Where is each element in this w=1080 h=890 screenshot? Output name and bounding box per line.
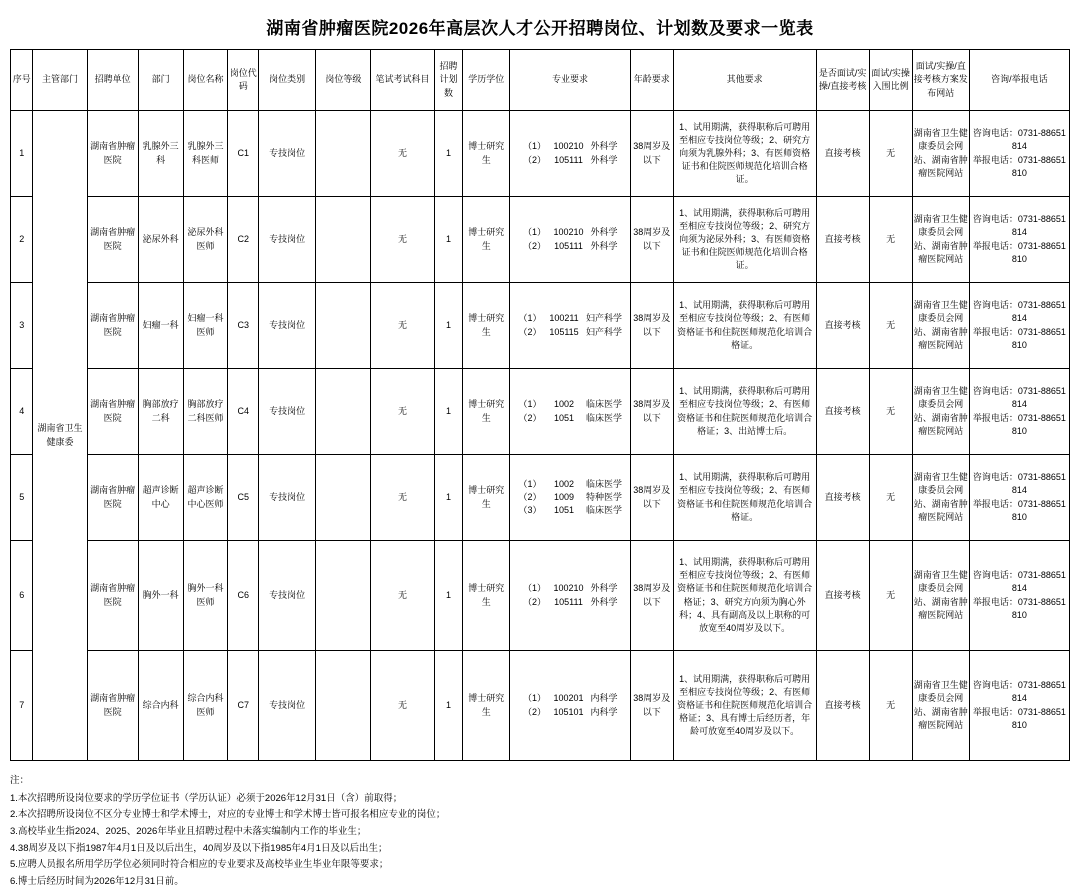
- cell-announcement-website: 湖南省卫生健康委员会网站、湖南省肿瘤医院网站: [912, 283, 969, 369]
- note-item: 5.应聘人员报名所用学历学位必须同时符合相应的专业要求及高校毕业生毕业年限等要求；: [10, 859, 389, 871]
- page-title: 湖南省肿瘤医院2026年高层次人才公开招聘岗位、计划数及要求一览表: [266, 19, 814, 38]
- cell-exam-subject: 无: [371, 541, 434, 651]
- table-row: [11, 455, 1070, 541]
- cell-other-requirements: 1、试用期满，获得职称后可聘用至相应专技岗位等级；2、研究方向须为乳腺外科；3、有医师资格证书和住院医师规范化培训合格证。: [673, 111, 816, 197]
- cell-contact-phone: 咨询电话：0731-88651814 举报电话：0731-88651810: [969, 369, 1069, 455]
- cell-job-level: [316, 111, 371, 197]
- cell-age: 38周岁及以下: [630, 197, 673, 283]
- cell-contact-phone: 咨询电话：0731-88651814 举报电话：0731-88651810: [969, 651, 1069, 761]
- cell-job-level: [316, 283, 371, 369]
- cell-assess-method: 直接考核: [816, 197, 869, 283]
- cell-announcement-website: 湖南省卫生健康委员会网站、湖南省肿瘤医院网站: [912, 455, 969, 541]
- cell-assess-method: 直接考核: [816, 651, 869, 761]
- col-header-age: 年龄要求: [630, 50, 673, 111]
- cell-other-requirements: 1、试用期满，获得职称后可聘用至相应专技岗位等级；2、有医师资格证书和住院医师规范化培训合格证。: [673, 283, 816, 369]
- cell-education: 博士研究生: [463, 197, 510, 283]
- cell-announcement-website: 湖南省卫生健康委员会网站、湖南省肿瘤医院网站: [912, 111, 969, 197]
- cell-exam-subject: 无: [371, 651, 434, 761]
- cell-job-type: 专技岗位: [259, 197, 316, 283]
- cell-contact-phone: 咨询电话：0731-88651814 举报电话：0731-88651810: [969, 197, 1069, 283]
- cell-no: 1: [11, 111, 33, 197]
- note-item: 3.高校毕业生指2024、2025、2026年毕业且招聘过程中未落实编制内工作的毕业生；: [10, 825, 367, 837]
- cell-job-type: 专技岗位: [259, 455, 316, 541]
- cell-education: 博士研究生: [463, 111, 510, 197]
- cell-job-type: 专技岗位: [259, 111, 316, 197]
- col-header-unit: 招聘单位: [87, 50, 138, 111]
- cell-contact-phone: 咨询电话：0731-88651814 举报电话：0731-88651810: [969, 455, 1069, 541]
- cell-age: 38周岁及以下: [630, 111, 673, 197]
- col-header-other: 其他要求: [673, 50, 816, 111]
- cell-majors: （1） 1002 临床医学 （2） 1051 临床医学: [510, 369, 631, 455]
- col-header-website: 面试/实操/直接考核方案发布网站: [912, 50, 969, 111]
- col-header-job-name: 岗位名称: [183, 50, 228, 111]
- cell-age: 38周岁及以下: [630, 651, 673, 761]
- cell-exam-subject: 无: [371, 369, 434, 455]
- cell-job-type: 专技岗位: [259, 283, 316, 369]
- note-item: 6.博士后经历时间为2026年12月31日前。: [10, 875, 184, 887]
- cell-job-level: [316, 651, 371, 761]
- col-header-plan-count: 招聘计划数: [434, 50, 463, 111]
- cell-announcement-website: 湖南省卫生健康委员会网站、湖南省肿瘤医院网站: [912, 541, 969, 651]
- cell-job-code: C1: [228, 111, 259, 197]
- cell-job-type: 专技岗位: [259, 541, 316, 651]
- cell-exam-subject: 无: [371, 455, 434, 541]
- col-header-education: 学历学位: [463, 50, 510, 111]
- cell-job-code: C5: [228, 455, 259, 541]
- cell-unit: 湖南省肿瘤医院: [87, 541, 138, 651]
- table-row: [11, 283, 1070, 369]
- cell-job-code: C3: [228, 283, 259, 369]
- cell-department: 胸部放疗二科: [138, 369, 183, 455]
- table-row: [11, 369, 1070, 455]
- cell-exam-subject: 无: [371, 283, 434, 369]
- notes-block: [10, 773, 1070, 890]
- col-header-no: 序号: [11, 50, 33, 111]
- note-item: 4.38周岁及以下指1987年4月1日及以后出生，40周岁及以下指1985年4月1日及以后出生；: [10, 842, 388, 854]
- cell-contact-phone: 咨询电话：0731-88651814 举报电话：0731-88651810: [969, 111, 1069, 197]
- col-header-ratio: 面试/实操入围比例: [869, 50, 912, 111]
- cell-supervisor-department: 湖南省卫生健康委: [33, 111, 87, 761]
- col-header-supervisor: 主管部门: [33, 50, 87, 111]
- cell-job-code: C6: [228, 541, 259, 651]
- col-header-job-level: 岗位等级: [316, 50, 371, 111]
- cell-education: 博士研究生: [463, 283, 510, 369]
- cell-contact-phone: 咨询电话：0731-88651814 举报电话：0731-88651810: [969, 283, 1069, 369]
- cell-job-name: 胸部放疗二科医师: [183, 369, 228, 455]
- cell-announcement-website: 湖南省卫生健康委员会网站、湖南省肿瘤医院网站: [912, 197, 969, 283]
- cell-plan-count: 1: [434, 651, 463, 761]
- cell-assess-method: 直接考核: [816, 541, 869, 651]
- cell-unit: 湖南省肿瘤医院: [87, 651, 138, 761]
- table-row: [11, 197, 1070, 283]
- table-row: [11, 541, 1070, 651]
- cell-education: 博士研究生: [463, 541, 510, 651]
- cell-job-type: 专技岗位: [259, 369, 316, 455]
- cell-assess-method: 直接考核: [816, 111, 869, 197]
- cell-department: 泌尿外科: [138, 197, 183, 283]
- cell-job-name: 乳腺外三科医师: [183, 111, 228, 197]
- table-row: [11, 651, 1070, 761]
- notes-list: [10, 791, 1070, 890]
- col-header-department: 部门: [138, 50, 183, 111]
- cell-department: 胸外一科: [138, 541, 183, 651]
- cell-job-type: 专技岗位: [259, 651, 316, 761]
- table-header-row: [11, 50, 1070, 111]
- cell-other-requirements: 1、试用期满，获得职称后可聘用至相应专技岗位等级；2、有医师资格证书和住院医师规范化培训合格证。: [673, 455, 816, 541]
- cell-majors: （1） 100210 外科学 （2） 105111 外科学: [510, 197, 631, 283]
- cell-job-code: C7: [228, 651, 259, 761]
- cell-majors: （1） 100210 外科学 （2） 105111 外科学: [510, 111, 631, 197]
- cell-plan-count: 1: [434, 455, 463, 541]
- cell-no: 3: [11, 283, 33, 369]
- cell-other-requirements: 1、试用期满，获得职称后可聘用至相应专技岗位等级；2、有医师资格证书和住院医师规范化培训合格证；3、出站博士后。: [673, 369, 816, 455]
- cell-job-level: [316, 369, 371, 455]
- cell-majors: （1） 100201 内科学 （2） 105101 内科学: [510, 651, 631, 761]
- cell-other-requirements: 1、试用期满，获得职称后可聘用至相应专技岗位等级；2、研究方向须为泌尿外科；3、有医师资格证书和住院医师规范化培训合格证。: [673, 197, 816, 283]
- cell-announcement-website: 湖南省卫生健康委员会网站、湖南省肿瘤医院网站: [912, 369, 969, 455]
- notes-title: 注：: [10, 775, 30, 786]
- cell-other-requirements: 1、试用期满，获得职称后可聘用至相应专技岗位等级；2、有医师资格证书和住院医师规范化培训合格证；3、研究方向须为胸心外科；4、具有副高及以上职称的可放宽至40周岁及以下。: [673, 541, 816, 651]
- cell-other-requirements: 1、试用期满，获得职称后可聘用至相应专技岗位等级；2、有医师资格证书和住院医师规范化培训合格证；3、具有博士后经历者，年龄可放宽至40周岁及以下。: [673, 651, 816, 761]
- cell-no: 4: [11, 369, 33, 455]
- cell-plan-count: 1: [434, 541, 463, 651]
- cell-contact-phone: 咨询电话：0731-88651814 举报电话：0731-88651810: [969, 541, 1069, 651]
- cell-department: 综合内科: [138, 651, 183, 761]
- cell-interview-ratio: 无: [869, 111, 912, 197]
- cell-exam-subject: 无: [371, 111, 434, 197]
- cell-job-name: 胸外一科医师: [183, 541, 228, 651]
- cell-majors: （1） 100210 外科学 （2） 105111 外科学: [510, 541, 631, 651]
- cell-job-code: C4: [228, 369, 259, 455]
- cell-interview-ratio: 无: [869, 651, 912, 761]
- cell-education: 博士研究生: [463, 455, 510, 541]
- cell-interview-ratio: 无: [869, 369, 912, 455]
- cell-department: 乳腺外三科: [138, 111, 183, 197]
- cell-job-name: 超声诊断中心医师: [183, 455, 228, 541]
- cell-department: 妇瘤一科: [138, 283, 183, 369]
- cell-exam-subject: 无: [371, 197, 434, 283]
- cell-assess-method: 直接考核: [816, 369, 869, 455]
- cell-plan-count: 1: [434, 197, 463, 283]
- cell-age: 38周岁及以下: [630, 455, 673, 541]
- cell-job-level: [316, 541, 371, 651]
- cell-no: 7: [11, 651, 33, 761]
- cell-majors: （1） 1002 临床医学 （2） 1009 特种医学 （3） 1051 临床医学: [510, 455, 631, 541]
- table-body: [11, 111, 1070, 761]
- cell-education: 博士研究生: [463, 369, 510, 455]
- note-item: 1.本次招聘所设岗位要求的学历学位证书（学历认证）必须于2026年12月31日（含）前取得；: [10, 792, 403, 804]
- cell-unit: 湖南省肿瘤医院: [87, 283, 138, 369]
- cell-age: 38周岁及以下: [630, 283, 673, 369]
- cell-age: 38周岁及以下: [630, 541, 673, 651]
- cell-plan-count: 1: [434, 283, 463, 369]
- recruitment-table: [10, 49, 1070, 761]
- cell-education: 博士研究生: [463, 651, 510, 761]
- table-row: [11, 111, 1070, 197]
- cell-no: 6: [11, 541, 33, 651]
- cell-announcement-website: 湖南省卫生健康委员会网站、湖南省肿瘤医院网站: [912, 651, 969, 761]
- cell-unit: 湖南省肿瘤医院: [87, 197, 138, 283]
- note-item: 2.本次招聘所设岗位不区分专业博士和学术博士，对应的专业博士和学术博士皆可报名相应专业的岗位；: [10, 809, 446, 821]
- cell-plan-count: 1: [434, 111, 463, 197]
- cell-assess-method: 直接考核: [816, 455, 869, 541]
- cell-no: 5: [11, 455, 33, 541]
- col-header-phone: 咨询/举报电话: [969, 50, 1069, 111]
- col-header-assess: 是否面试/实操/直接考核: [816, 50, 869, 111]
- col-header-exam-subject: 笔试考试科目: [371, 50, 434, 111]
- col-header-job-type: 岗位类别: [259, 50, 316, 111]
- cell-unit: 湖南省肿瘤医院: [87, 369, 138, 455]
- cell-job-name: 综合内科医师: [183, 651, 228, 761]
- cell-job-name: 妇瘤一科医师: [183, 283, 228, 369]
- cell-department: 超声诊断中心: [138, 455, 183, 541]
- cell-interview-ratio: 无: [869, 455, 912, 541]
- cell-unit: 湖南省肿瘤医院: [87, 111, 138, 197]
- col-header-job-code: 岗位代码: [228, 50, 259, 111]
- cell-no: 2: [11, 197, 33, 283]
- cell-age: 38周岁及以下: [630, 369, 673, 455]
- cell-job-level: [316, 455, 371, 541]
- cell-interview-ratio: 无: [869, 283, 912, 369]
- cell-interview-ratio: 无: [869, 197, 912, 283]
- cell-plan-count: 1: [434, 369, 463, 455]
- col-header-majors: 专业要求: [510, 50, 631, 111]
- cell-job-name: 泌尿外科医师: [183, 197, 228, 283]
- cell-assess-method: 直接考核: [816, 283, 869, 369]
- cell-interview-ratio: 无: [869, 541, 912, 651]
- cell-majors: （1） 100211 妇产科学 （2） 105115 妇产科学: [510, 283, 631, 369]
- cell-unit: 湖南省肿瘤医院: [87, 455, 138, 541]
- cell-job-code: C2: [228, 197, 259, 283]
- cell-job-level: [316, 197, 371, 283]
